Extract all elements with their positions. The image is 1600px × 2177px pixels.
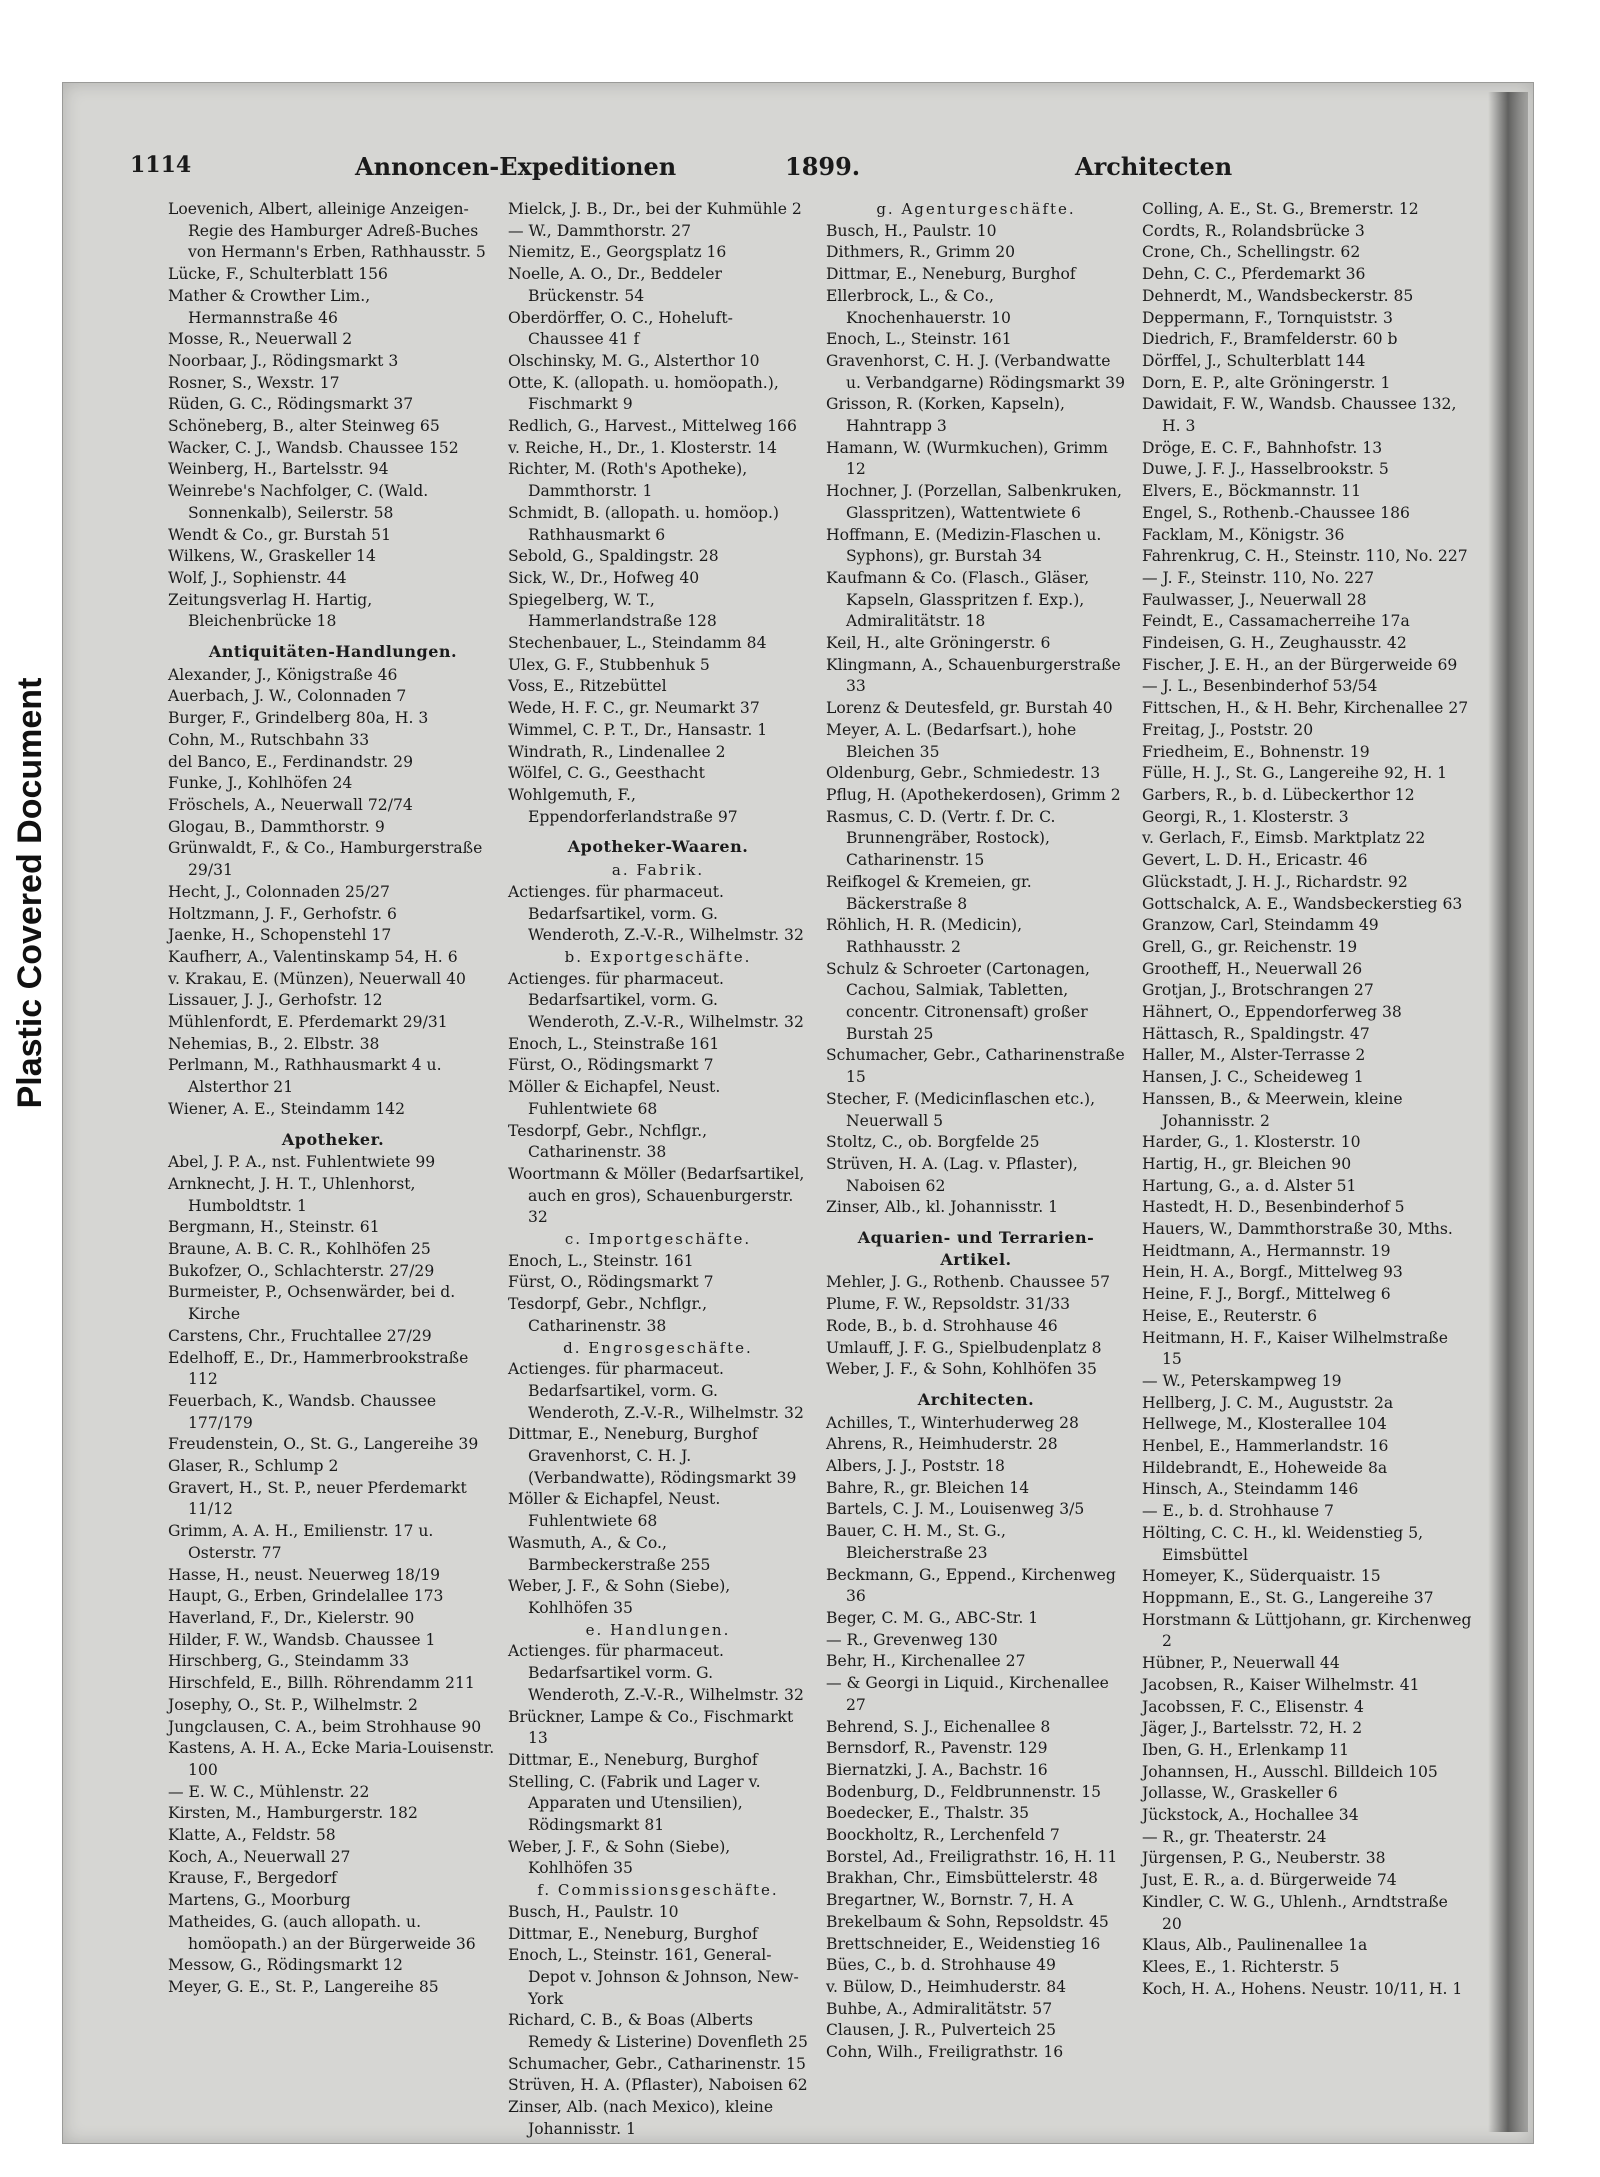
directory-entry: — R., gr. Theaterstr. 24	[1142, 1827, 1327, 1846]
directory-entry: Biernatzki, J. A., Bachstr. 16	[826, 1760, 1048, 1779]
directory-entry: Brückner, Lampe & Co., Fischmarkt 13	[508, 1707, 794, 1748]
directory-entry: Voss, E., Ritzebüttel	[508, 677, 667, 696]
directory-entry: Johannsen, H., Ausschl. Billdeich 105	[1142, 1762, 1438, 1781]
directory-entry: Feindt, E., Cassamacherreihe 17a	[1142, 612, 1410, 631]
directory-entry: Wölfel, C. G., Geesthacht	[508, 764, 705, 783]
directory-entry: Hübner, P., Neuerwall 44	[1142, 1654, 1340, 1673]
directory-entry: Hecht, J., Colonnaden 25/27	[168, 882, 390, 901]
directory-entry: Matheides, G. (auch allopath. u. homöopath.) an der Bürgerweide 36	[168, 1912, 476, 1953]
directory-entry: Gevert, L. D. H., Ericastr. 46	[1142, 851, 1368, 870]
directory-entry: — R., Grevenweg 130	[826, 1630, 998, 1649]
directory-entry: Brettschneider, E., Weidenstieg 16	[826, 1934, 1101, 1953]
directory-entry: Gravenhorst, C. H. J. (Verbandwatte u. Verbandgarne) Rödingsmarkt 39	[826, 351, 1125, 392]
directory-entry: Glaser, R., Schlump 2	[168, 1457, 339, 1476]
directory-entry: Sick, W., Dr., Hofweg 40	[508, 568, 700, 587]
directory-entry: Behrend, S. J., Eichenallee 8	[826, 1717, 1051, 1736]
directory-entry: Röhlich, H. R. (Medicin), Rathhausstr. 2	[826, 916, 1023, 956]
directory-entry: Stecher, F. (Medicinflaschen etc.), Neuerwall 5	[826, 1089, 1096, 1130]
directory-entry: Faulwasser, J., Neuerwall 28	[1142, 590, 1367, 609]
directory-entry: Haupt, G., Erben, Grindelallee 173	[168, 1587, 444, 1606]
directory-entry: Cohn, M., Rutschbahn 33	[168, 730, 370, 749]
directory-entry: Actienges. für pharmaceut. Bedarfsartikel, vorm. G. Wenderoth, Z.-V.-R., Wilhelmstr. 32	[508, 969, 804, 1032]
year-label: 1899.	[785, 152, 861, 181]
directory-entry: Dehn, C. C., Pferdemarkt 36	[1142, 265, 1366, 284]
directory-entry: Crone, Ch., Schellingstr. 62	[1142, 243, 1361, 262]
directory-entry: Reifkogel & Kremeien, gr. Bäckerstraße 8	[826, 872, 1032, 913]
directory-entry: Alexander, J., Königstraße 46	[168, 665, 398, 684]
directory-entry: Oberdörffer, O. C., Hoheluft-Chaussee 41 f	[508, 308, 733, 349]
directory-entry: Klatte, A., Feldstr. 58	[168, 1826, 336, 1845]
directory-entry: — J. L., Besenbinderhof 53/54	[1142, 677, 1378, 696]
directory-entry: Heine, F. J., Borgf., Mittelweg 6	[1142, 1285, 1391, 1304]
subsection-heading: c. Importgeschäfte.	[564, 1230, 752, 1249]
directory-entry: Funke, J., Kohlhöfen 24	[168, 774, 353, 793]
directory-entry: — E. W. C., Mühlenstr. 22	[168, 1782, 370, 1801]
directory-entry: Borstel, Ad., Freiligrathstr. 16, H. 11	[826, 1847, 1118, 1866]
directory-entry: Glogau, B., Dammthorstr. 9	[168, 817, 385, 836]
directory-entry: Bauer, C. H. M., St. G., Bleicherstraße 23	[826, 1522, 1006, 1562]
directory-entry: Cohn, Wilh., Freiligrathstr. 16	[826, 2043, 1064, 2062]
directory-entry: Jürgensen, P. G., Neuberstr. 38	[1142, 1849, 1386, 1868]
directory-entry: Hartig, H., gr. Bleichen 90	[1142, 1154, 1352, 1173]
directory-entry: Carstens, Chr., Fruchtallee 27/29	[168, 1326, 432, 1345]
directory-entry: Bergmann, H., Steinstr. 61	[168, 1218, 380, 1237]
directory-entry: Hasse, H., neust. Neuerweg 18/19	[168, 1565, 441, 1584]
column-3	[826, 199, 1126, 2079]
section-heading: Apotheker-Waaren.	[567, 837, 749, 857]
directory-entry: Jungclausen, C. A., beim Strohhause 90	[168, 1717, 482, 1736]
directory-entry: Zinser, Alb., kl. Johannisstr. 1	[826, 1198, 1059, 1217]
directory-entry: Schöneberg, B., alter Steinweg 65	[168, 417, 440, 436]
directory-entry: Heidtmann, A., Hermannstr. 19	[1142, 1241, 1391, 1260]
directory-entry: Josephy, O., St. P., Wilhelmstr. 2	[168, 1695, 418, 1714]
directory-entry: Rode, B., b. d. Strohhause 46	[826, 1316, 1058, 1335]
directory-entry: Hartung, G., a. d. Alster 51	[1142, 1176, 1357, 1195]
directory-entry: Fülle, H. J., St. G., Langereihe 92, H. 1	[1142, 764, 1448, 783]
directory-entry: Jückstock, A., Hochallee 34	[1142, 1806, 1359, 1825]
directory-entry: Hinsch, A., Steindamm 146	[1142, 1480, 1359, 1499]
directory-entry: Gottschalck, A. E., Wandsbeckerstieg 63	[1142, 894, 1463, 913]
directory-entry: Kaufmann & Co. (Flasch., Gläser, Kapseln, Glasspritzen f. Exp.), Admiralitätstr. 18	[826, 568, 1090, 631]
page-number: 1114	[130, 152, 192, 178]
directory-entry: Boockholtz, R., Lerchenfeld 7	[826, 1826, 1060, 1845]
directory-entry: Messow, G., Rödingsmarkt 12	[168, 1956, 403, 1975]
directory-entry: Hirschfeld, E., Billh. Röhrendamm 211	[168, 1674, 475, 1693]
directory-entry: Actienges. für pharmaceut. Bedarfsartikel, vorm. G. Wenderoth, Z.-V.-R., Wilhelmstr. 32	[508, 882, 804, 945]
directory-entry: Jollasse, W., Graskeller 6	[1142, 1784, 1338, 1803]
directory-entry: Actienges. für pharmaceut. Bedarfsartikel vorm. G. Wenderoth, Z.-V.-R., Wilhelmstr. 32	[508, 1642, 804, 1704]
directory-entry: Facklam, M., Königstr. 36	[1142, 525, 1345, 544]
column-2	[508, 199, 808, 2138]
directory-entry: Bodenburg, D., Feldbrunnenstr. 15	[826, 1782, 1102, 1801]
directory-entry: Wasmuth, A., & Co., Barmbeckerstraße 255	[508, 1533, 711, 1574]
directory-entry: Klees, E., 1. Richterstr. 5	[1142, 1957, 1340, 1976]
directory-entry: Jacobssen, F. C., Elisenstr. 4	[1142, 1697, 1364, 1716]
subsection-heading: g. Agenturgeschäfte.	[876, 200, 1076, 218]
directory-entry: Redlich, G., Harvest., Mittelweg 166	[508, 417, 797, 436]
directory-entry: Brakhan, Chr., Eimsbüttelerstr. 48	[826, 1869, 1098, 1888]
directory-entry: Otte, K. (allopath. u. homöopath.), Fischmarkt 9	[508, 373, 779, 414]
directory-entry: Tesdorpf, Gebr., Nchflgr., Catharinenstr. 38	[508, 1295, 708, 1335]
directory-entry: Kaufherr, A., Valentinskamp 54, H. 6	[168, 947, 458, 966]
directory-entry: Garbers, R., b. d. Lübeckerthor 12	[1142, 785, 1415, 804]
directory-entry: Grisson, R. (Korken, Kapseln), Hahntrapp 3	[826, 395, 1065, 436]
directory-entry: Grimm, A. A. H., Emilienstr. 17 u. Osterstr. 77	[168, 1522, 434, 1562]
directory-entry: Lissauer, J. J., Gerhofstr. 12	[168, 991, 383, 1010]
directory-entry: Hellwege, M., Klosterallee 104	[1142, 1415, 1387, 1434]
directory-entry: Jäger, J., Bartelsstr. 72, H. 2	[1142, 1719, 1363, 1738]
directory-entry: Horstmann & Lüttjohann, gr. Kirchenweg 2	[1142, 1610, 1472, 1651]
directory-entry: Mühlenfordt, E. Pferdemarkt 29/31	[168, 1013, 448, 1032]
directory-entry: Dittmar, E., Neneburg, Burghof	[826, 265, 1076, 284]
directory-entry: Albers, J. J., Poststr. 18	[826, 1457, 1005, 1476]
directory-entry: Weber, J. F., & Sohn (Siebe), Kohlhöfen 35	[508, 1577, 731, 1617]
directory-entry: Nehemias, B., 2. Elbstr. 38	[168, 1034, 380, 1053]
directory-entry: Feuerbach, K., Wandsb. Chaussee 177/179	[168, 1391, 437, 1432]
directory-entry: Grootheff, H., Neuerwall 26	[1142, 959, 1363, 978]
directory-entry: Hoffmann, E. (Medizin-Flaschen u. Syphons), gr. Burstah 34	[826, 525, 1102, 566]
directory-entry: Burger, F., Grindelberg 80a, H. 3	[168, 709, 429, 728]
directory-entry: — J. F., Steinstr. 110, No. 227	[1142, 568, 1375, 587]
directory-entry: v. Krakau, E. (Münzen), Neuerwall 40	[168, 969, 466, 988]
directory-entry: Meyer, A. L. (Bedarfsart.), hohe Bleichen 35	[826, 720, 1077, 761]
directory-entry: Just, E. R., a. d. Bürgerweide 74	[1142, 1871, 1397, 1890]
directory-entry: Georgi, R., 1. Klosterstr. 3	[1142, 807, 1349, 826]
directory-entry: v. Bülow, D., Heimhuderstr. 84	[826, 1977, 1067, 1996]
directory-entry: Clausen, J. R., Pulverteich 25	[826, 2021, 1057, 2040]
directory-entry: Klaus, Alb., Paulinenallee 1a	[1142, 1936, 1368, 1955]
directory-entry: Strüven, H. A. (Lag. v. Pflaster), Naboisen 62	[826, 1154, 1078, 1195]
directory-entry: Schumacher, Gebr., Catharinenstr. 15	[508, 2054, 806, 2073]
directory-entry: Busch, H., Paulstr. 10	[508, 1902, 679, 1921]
directory-entry: Zeitungsverlag H. Hartig, Bleichenbrücke 18	[168, 590, 373, 631]
directory-entry: Wolf, J., Sophienstr. 44	[168, 568, 347, 587]
directory-entry: Weber, J. F., & Sohn (Siebe), Kohlhöfen 35	[508, 1837, 731, 1878]
directory-entry: Mather & Crowther Lim., Hermannstraße 46	[168, 286, 371, 327]
directory-entry: Findeisen, G. H., Zeughausstr. 42	[1142, 634, 1407, 653]
directory-entry: Klingmann, A., Schauenburgerstraße 33	[826, 655, 1121, 696]
directory-entry: Kastens, A. H. A., Ecke Maria-Louisenstr. 100	[168, 1739, 495, 1779]
directory-entry: Martens, G., Moorburg	[168, 1891, 351, 1910]
directory-entry: Fürst, O., Rödingsmarkt 7	[508, 1273, 714, 1292]
directory-entry: Haverland, F., Dr., Kielerstr. 90	[168, 1609, 415, 1627]
directory-entry: Wilkens, W., Graskeller 14	[168, 547, 376, 566]
directory-entry: Freudenstein, O., St. G., Langereihe 39	[168, 1435, 479, 1454]
directory-entry: del Banco, E., Ferdinandstr. 29	[168, 752, 413, 771]
directory-entry: Hamann, W. (Wurmkuchen), Grimm 12	[826, 438, 1108, 479]
directory-entry: Iben, G. H., Erlenkamp 11	[1142, 1740, 1350, 1759]
directory-entry: Weber, J. F., & Sohn, Kohlhöfen 35	[826, 1360, 1097, 1379]
directory-entry: Glückstadt, J. H. J., Richardstr. 92	[1142, 872, 1408, 891]
directory-entry: Koch, A., Neuerwall 27	[168, 1847, 351, 1866]
directory-entry: Dörffel, J., Schulterblatt 144	[1142, 351, 1366, 370]
directory-entry: Hättasch, R., Spaldingstr. 47	[1142, 1024, 1370, 1043]
directory-entry: Oldenburg, Gebr., Schmiedestr. 13	[826, 764, 1101, 783]
directory-entry: Rasmus, C. D. (Vertr. f. Dr. C. Brunnengräber, Rostock), Catharinenstr. 15	[826, 807, 1056, 870]
directory-entry: Dittmar, E., Neneburg, Burghof	[508, 1924, 758, 1943]
directory-entry: — E., b. d. Strohhause 7	[1142, 1502, 1334, 1521]
side-label: Plastic Covered Document	[11, 677, 49, 1109]
directory-entry: Bregartner, W., Bornstr. 7, H. A	[826, 1891, 1074, 1910]
directory-entry: Richter, M. (Roth's Apotheke), Dammthorstr. 1	[508, 460, 748, 501]
directory-entry: Heise, E., Reuterstr. 6	[1142, 1306, 1318, 1325]
directory-entry: Olschinsky, M. G., Alsterthor 10	[508, 351, 760, 370]
directory-entry: Meyer, G. E., St. P., Langereihe 85	[168, 1977, 439, 1996]
directory-entry: Noorbaar, J., Rödingsmarkt 3	[168, 351, 399, 370]
directory-entry: Ellerbrock, L., & Co., Knochenhauerstr. 10	[826, 286, 1011, 327]
directory-entry: Dithmers, R., Grimm 20	[826, 243, 1016, 262]
directory-entry: Noelle, A. O., Dr., Beddeler Brückenstr. 54	[508, 265, 722, 305]
directory-entry: Mehler, J. G., Rothenb. Chaussee 57	[826, 1273, 1111, 1292]
section-heading: Architecten.	[917, 1389, 1035, 1409]
directory-entry: Stechenbauer, L., Steindamm 84	[508, 634, 767, 653]
directory-entry: Ulex, G. F., Stubbenhuk 5	[508, 655, 710, 674]
directory-entry: Grünwaldt, F., & Co., Hamburgerstraße 29/31	[168, 839, 483, 880]
directory-entry: Windrath, R., Lindenallee 2	[508, 742, 726, 761]
directory-entry: Auerbach, J. W., Colonnaden 7	[168, 687, 407, 706]
directory-entry: Mielck, J. B., Dr., bei der Kuhmühle 2	[508, 200, 802, 218]
directory-entry: Möller & Eichapfel, Neust. Fuhlentwiete 68	[508, 1078, 721, 1118]
directory-entry: Hochner, J. (Porzellan, Salbenkruken, Glasspritzen), Wattentwiete 6	[826, 482, 1122, 522]
directory-entry: Hellberg, J. C. M., Auguststr. 2a	[1142, 1393, 1394, 1412]
directory-entry: Wendt & Co., gr. Burstah 51	[168, 525, 391, 544]
directory-entry: Lorenz & Deutesfeld, gr. Burstah 40	[826, 699, 1113, 718]
page-edge-shadow	[1488, 92, 1528, 2132]
directory-entry: Brekelbaum & Sohn, Repsoldstr. 45	[826, 1912, 1109, 1931]
directory-entry: Bües, C., b. d. Strohhause 49	[826, 1956, 1056, 1975]
directory-entry: Homeyer, K., Süderquaistr. 15	[1142, 1567, 1381, 1586]
directory-entry: Buhbe, A., Admiralitätstr. 57	[826, 1999, 1053, 2018]
directory-entry: Wacker, C. J., Wandsb. Chaussee 152	[168, 438, 459, 457]
directory-entry: Bernsdorf, R., Pavenstr. 129	[826, 1739, 1048, 1758]
subsection-heading: d. Engrosgeschäfte.	[563, 1338, 753, 1357]
directory-entry: Richard, C. B., & Boas (Alberts Remedy & Listerine) Dovenfleth 25	[508, 2011, 808, 2052]
directory-entry: Schumacher, Gebr., Catharinenstraße 15	[826, 1046, 1125, 1087]
directory-entry: Mosse, R., Neuerwall 2	[168, 330, 353, 349]
directory-entry: Niemitz, E., Georgsplatz 16	[508, 243, 727, 262]
directory-entry: — W., Peterskampweg 19	[1142, 1371, 1342, 1390]
directory-entry: Granzow, Carl, Steindamm 49	[1142, 916, 1379, 935]
subsection-heading: a. Fabrik.	[611, 861, 705, 880]
directory-entry: Dehnerdt, M., Wandsbeckerstr. 85	[1142, 286, 1414, 305]
directory-entry: Dittmar, E., Neneburg, Burghof Gravenhorst, C. H. J. (Verbandwatte), Rödingsmarkt 39	[508, 1425, 797, 1487]
directory-entry: Dröge, E. C. F., Bahnhofstr. 13	[1142, 438, 1383, 457]
directory-entry: Beger, C. M. G., ABC-Str. 1	[826, 1609, 1039, 1627]
directory-entry: Strüven, H. A. (Pflaster), Naboisen 62	[508, 2076, 808, 2095]
directory-entry: Bukofzer, O., Schlachterstr. 27/29	[168, 1261, 435, 1280]
directory-entry: Wohlgemuth, F., Eppendorferlandstraße 97	[508, 785, 738, 826]
directory-entry: Arnknecht, J. H. T., Uhlenhorst, Humboldtstr. 1	[168, 1174, 416, 1215]
section-title: Annoncen-Expeditionen	[355, 152, 677, 181]
directory-entry: Colling, A. E., St. G., Bremerstr. 12	[1142, 200, 1419, 218]
directory-entry: Enoch, L., Steinstr. 161, General-Depot v. Johnson & Johnson, New-York	[508, 1946, 799, 2008]
directory-entry: Dorn, E. P., alte Gröningerstr. 1	[1142, 373, 1391, 392]
directory-entry: Tesdorpf, Gebr., Nchflgr., Catharinenstr. 38	[508, 1121, 708, 1162]
directory-entry: Rüden, G. C., Rödingsmarkt 37	[168, 395, 414, 414]
directory-entry: Loevenich, Albert, alleinige Anzeigen-Regie des Hamburger Adreß-Buches von Hermann's Erben, Rathhausstr. 5	[168, 200, 486, 262]
directory-entry: Pflug, H. (Apothekerdosen), Grimm 2	[826, 785, 1121, 804]
directory-entry: Diedrich, F., Bramfelderstr. 60 b	[1142, 330, 1398, 349]
directory-entry: Fischer, J. E. H., an der Bürgerweide 69	[1142, 655, 1458, 674]
directory-entry: Freitag, J., Poststr. 20	[1142, 720, 1314, 739]
directory-entry: Enoch, L., Steinstr. 161	[508, 1251, 694, 1270]
directory-entry: Hildebrandt, E., Hoheweide 8a	[1142, 1458, 1388, 1477]
directory-entry: Fahrenkrug, C. H., Steinstr. 110, No. 227	[1142, 547, 1468, 566]
directory-entry: Plume, F. W., Repsoldstr. 31/33	[826, 1295, 1071, 1314]
directory-entry: Ahrens, R., Heimhuderstr. 28	[826, 1435, 1058, 1454]
directory-entry: — & Georgi in Liquid., Kirchenallee 27	[826, 1674, 1109, 1714]
directory-entry: Kirsten, M., Hamburgerstr. 182	[168, 1804, 418, 1823]
directory-entry: Perlmann, M., Rathhausmarkt 4 u. Alsterthor 21	[168, 1056, 442, 1097]
directory-entry: Hölting, C. C. H., kl. Weidenstieg 5, Eimsbüttel	[1142, 1523, 1424, 1564]
section-heading: Apotheker.	[281, 1129, 385, 1149]
directory-entry: Cordts, R., Rolandsbrücke 3	[1142, 221, 1365, 240]
directory-entry: Wiener, A. E., Steindamm 142	[168, 1099, 406, 1118]
directory-entry: Bahre, R., gr. Bleichen 14	[826, 1478, 1030, 1497]
directory-entry: Busch, H., Paulstr. 10	[826, 221, 997, 240]
directory-entry: Krause, F., Bergedorf	[168, 1869, 337, 1888]
directory-entry: Hansen, J. C., Scheideweg 1	[1142, 1068, 1364, 1087]
subsection-heading: f. Commissionsgeschäfte.	[537, 1881, 779, 1900]
directory-entry: Grell, G., gr. Reichenstr. 19	[1142, 937, 1358, 956]
directory-entry: Dawidait, F. W., Wandsb. Chaussee 132, H. 3	[1142, 395, 1457, 436]
directory-entry: — W., Dammthorstr. 27	[508, 221, 692, 240]
directory-entry: Fürst, O., Rödingsmarkt 7	[508, 1056, 714, 1075]
column-4	[1142, 199, 1472, 2079]
directory-entry: Behr, H., Kirchenallee 27	[826, 1652, 1026, 1671]
directory-entry: Lücke, F., Schulterblatt 156	[168, 265, 388, 284]
directory-entry: Hastedt, H. D., Besenbinderhof 5	[1142, 1198, 1405, 1217]
directory-entry: Duwe, J. F. J., Hasselbrookstr. 5	[1142, 460, 1389, 479]
directory-entry: Grotjan, J., Brotschrangen 27	[1142, 981, 1374, 1000]
directory-entry: Enoch, L., Steinstr. 161	[826, 330, 1012, 349]
subsection-heading: b. Exportgeschäfte.	[564, 947, 752, 966]
directory-entry: Boedecker, E., Thalstr. 35	[826, 1804, 1030, 1823]
directory-entry: Hilder, F. W., Wandsb. Chaussee 1	[168, 1630, 436, 1649]
directory-entry: Spiegelberg, W. T., Hammerlandstraße 128	[508, 590, 717, 631]
directory-entry: Hein, H. A., Borgf., Mittelweg 93	[1142, 1263, 1403, 1282]
directory-entry: Deppermann, F., Tornquiststr. 3	[1142, 308, 1393, 327]
directory-entry: Zinser, Alb. (nach Mexico), kleine Johannisstr. 1	[508, 2098, 774, 2138]
directory-entry: v. Reiche, H., Dr., 1. Klosterstr. 14	[508, 438, 777, 457]
directory-entry: Jaenke, H., Schopenstehl 17	[168, 926, 392, 945]
directory-entry: Engel, S., Rothenb.-Chaussee 186	[1142, 503, 1410, 522]
directory-entry: Enoch, L., Steinstraße 161	[508, 1034, 720, 1053]
directory-entry: Achilles, T., Winterhuderweg 28	[826, 1413, 1079, 1432]
directory-entry: Hoppmann, E., St. G., Langereihe 37	[1142, 1589, 1434, 1607]
directory-entry: Abel, J. P. A., nst. Fuhlentwiete 99	[168, 1153, 436, 1172]
column-1	[168, 199, 498, 2079]
directory-entry: Jacobsen, R., Kaiser Wilhelmstr. 41	[1142, 1675, 1420, 1694]
directory-entry: Holtzmann, J. F., Gerhofstr. 6	[168, 904, 397, 923]
directory-entry: Heitmann, H. F., Kaiser Wilhelmstraße 15	[1142, 1328, 1448, 1369]
subsection-heading: e. Handlungen.	[585, 1620, 731, 1639]
next-section-title: Architecten	[1075, 152, 1233, 181]
section-heading: Aquarien- und Terrarien-Artikel.	[857, 1228, 1095, 1269]
directory-entry: Wimmel, C. P. T., Dr., Hansastr. 1	[508, 720, 768, 739]
directory-entry: Weinrebe's Nachfolger, C. (Wald. Sonnenkalb), Seilerstr. 58	[168, 482, 429, 522]
page-header	[130, 152, 1233, 186]
directory-entry: Edelhoff, E., Dr., Hammerbrookstraße 112	[168, 1348, 469, 1389]
directory-entry: Woortmann & Möller (Bedarfsartikel, auch en gros), Schauenburgerstr. 32	[508, 1164, 805, 1227]
directory-entry: Fittschen, H., & H. Behr, Kirchenallee 27	[1142, 699, 1469, 718]
directory-entry: Sebold, G., Spaldingstr. 28	[508, 547, 719, 566]
directory-entry: Actienges. für pharmaceut. Bedarfsartikel, vorm. G. Wenderoth, Z.-V.-R., Wilhelmstr. 32	[508, 1360, 804, 1422]
directory-entry: Schmidt, B. (allopath. u. homöop.) Rathhausmarkt 6	[508, 503, 779, 544]
directory-entry: Hähnert, O., Eppendorferweg 38	[1142, 1003, 1402, 1022]
directory-entry: Burmeister, P., Ochsenwärder, bei d. Kirche	[168, 1283, 456, 1324]
directory-entry: Beckmann, G., Eppend., Kirchenweg 36	[826, 1565, 1116, 1606]
directory-entry: Stelling, C. (Fabrik und Lager v. Apparaten und Utensilien), Rödingsmarkt 81	[508, 1772, 761, 1835]
directory-entry: Hirschberg, G., Steindamm 33	[168, 1652, 410, 1671]
directory-entry: Harder, G., 1. Klosterstr. 10	[1142, 1133, 1361, 1152]
directory-entry: Bartels, C. J. M., Louisenweg 3/5	[826, 1500, 1085, 1519]
directory-entry: Rosner, S., Wexstr. 17	[168, 373, 340, 392]
directory-entry: Umlauff, J. F. G., Spielbudenplatz 8	[826, 1338, 1102, 1357]
directory-entry: Haller, M., Alster-Terrasse 2	[1142, 1046, 1366, 1065]
directory-entry: Fröschels, A., Neuerwall 72/74	[168, 795, 413, 814]
directory-entry: Elvers, E., Böckmannstr. 11	[1142, 482, 1361, 501]
directory-entry: Henbel, E., Hammerlandstr. 16	[1142, 1437, 1389, 1456]
directory-entry: Hanssen, B., & Meerwein, kleine Johannisstr. 2	[1142, 1089, 1403, 1130]
directory-entry: Friedheim, E., Bohnenstr. 19	[1142, 742, 1370, 761]
directory-entry: Braune, A. B. C. R., Kohlhöfen 25	[168, 1240, 431, 1259]
directory-entry: Gravert, H., St. P., neuer Pferdemarkt 11/12	[168, 1478, 467, 1519]
directory-entry: Schulz & Schroeter (Cartonagen, Cachou, Salmiak, Tabletten, concentr. Citronensaft) großer Burstah 25	[826, 959, 1090, 1043]
directory-entry: Dittmar, E., Neneburg, Burghof	[508, 1750, 758, 1769]
section-heading: Antiquitäten-Handlungen.	[208, 642, 458, 662]
directory-entry: Möller & Eichapfel, Neust. Fuhlentwiete 68	[508, 1490, 721, 1531]
directory-entry: v. Gerlach, F., Eimsb. Marktplatz 22	[1142, 829, 1426, 848]
directory-entry: Kindler, C. W. G., Uhlenh., Arndtstraße 20	[1142, 1892, 1448, 1933]
directory-entry: Weinberg, H., Bartelsstr. 94	[168, 460, 389, 479]
directory-entry: Wede, H. F. C., gr. Neumarkt 37	[508, 699, 760, 718]
directory-entry: Hauers, W., Dammthorstraße 30, Mths.	[1142, 1220, 1453, 1239]
directory-entry: Keil, H., alte Gröningerstr. 6	[826, 634, 1051, 653]
directory-entry: Koch, H. A., Hohens. Neustr. 10/11, H. 1	[1142, 1979, 1463, 1998]
directory-entry: Stoltz, C., ob. Borgfelde 25	[826, 1133, 1040, 1152]
